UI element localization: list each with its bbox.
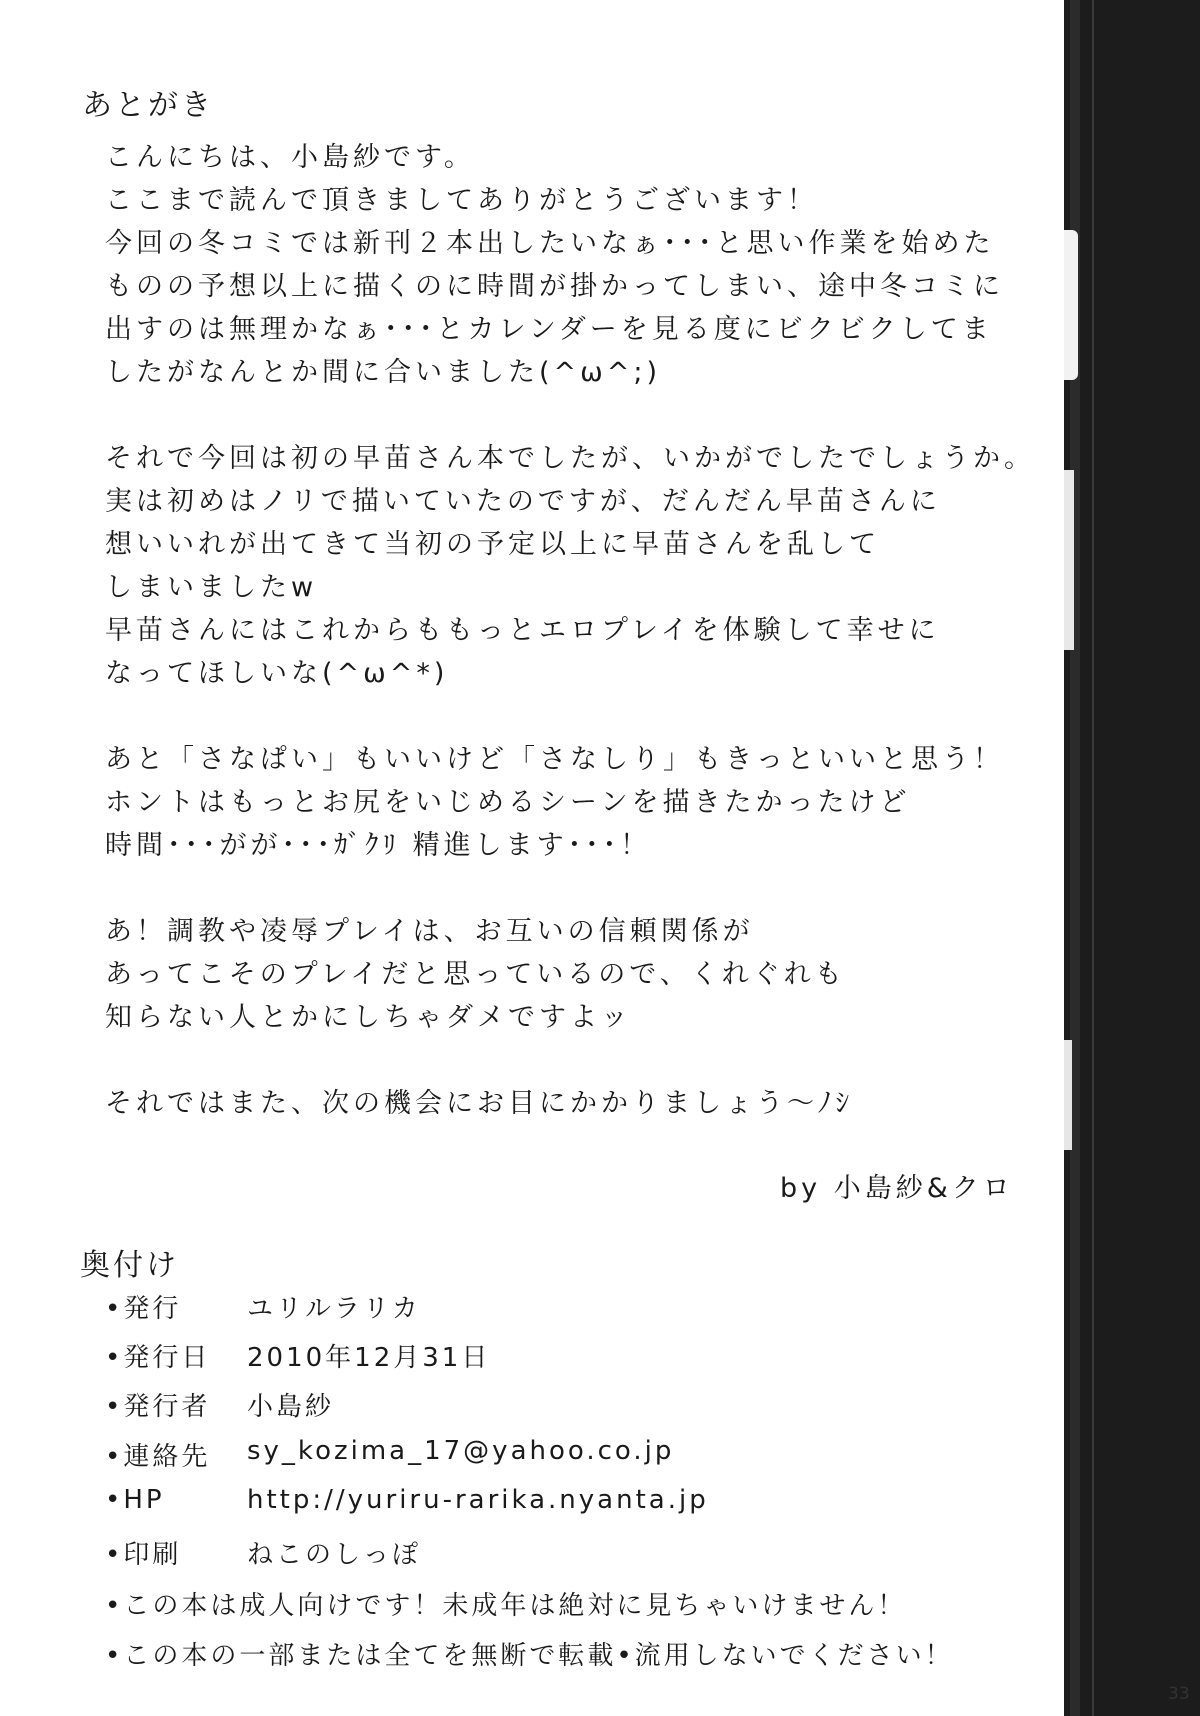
afterword-heading: あとがき — [82, 88, 214, 123]
colophon-label: •連絡先 — [105, 1442, 211, 1472]
afterword-line: 今回の冬コミでは新刊２本出したいなぁ･･･と思い作業を始めた — [105, 228, 995, 259]
afterword-line: しまいましたw — [105, 572, 318, 603]
afterword-line: こんにちは、小島紗です。 — [105, 142, 475, 173]
scan-edge-line — [1092, 0, 1094, 1716]
colophon-label: •発行 — [105, 1294, 182, 1324]
page-number: 33 — [1168, 1684, 1190, 1704]
torn-edge — [1064, 230, 1078, 380]
afterword-line: 出すのは無理かなぁ･･･とカレンダーを見る度にビクビクしてま — [105, 314, 993, 345]
afterword-line: 時間･･･がが･･･ｶﾞｸﾘ 精進します･･･！ — [105, 830, 652, 861]
colophon-value: 2010年12月31日 — [247, 1343, 491, 1373]
torn-edge — [1064, 1040, 1072, 1150]
scan-edge — [1064, 0, 1200, 1716]
afterword-line: あ！調教や凌辱プレイは、お互いの信頼関係が — [105, 916, 754, 947]
colophon-value: ユリルラリカ — [247, 1294, 421, 1324]
afterword-line: あと「さなぱい」もいいけど「さなしり」もきっといいと思う！ — [105, 744, 1004, 775]
colophon-label: •HP — [105, 1485, 165, 1515]
colophon-heading: 奥付け — [80, 1248, 179, 1283]
colophon-note: •この本の一部または全てを無断で転載•流用しないでください！ — [105, 1641, 954, 1671]
colophon-value: ねこのしっぽ — [247, 1540, 422, 1570]
colophon-label: •発行日 — [105, 1343, 211, 1373]
afterword-line: 早苗さんにはこれからももっとエロプレイを体験して幸せに — [105, 615, 940, 646]
afterword-line: 知らない人とかにしちゃダメですよッ — [105, 1002, 632, 1033]
colophon-value: 小島紗 — [247, 1392, 335, 1422]
afterword-line: それで今回は初の早苗さん本でしたが、いかがでしたでしょうか。 — [105, 443, 1035, 474]
colophon-label: •発行者 — [105, 1392, 211, 1422]
colophon-note: •この本は成人向けです！未成年は絶対に見ちゃいけません！ — [105, 1591, 907, 1621]
afterword-line: 想いいれが出てきて当初の予定以上に早苗さんを乱して — [105, 529, 880, 560]
signature: by 小島紗&クロ — [780, 1173, 1014, 1204]
torn-edge — [1064, 470, 1074, 650]
colophon-label: •印刷 — [105, 1540, 182, 1570]
afterword-line: 実は初めはノリで描いていたのですが、だんだん早苗さんに — [105, 486, 941, 517]
colophon-value: http://yuriru-rarika.nyanta.jp — [247, 1485, 709, 1515]
colophon-value: sy_kozima_17@yahoo.co.jp — [247, 1436, 675, 1466]
afterword-line: ホントはもっとお尻をいじめるシーンを描きたかったけど — [105, 787, 911, 818]
afterword-line: ここまで読んで頂きましてありがとうございます！ — [105, 185, 818, 216]
afterword-line: したがなんとか間に合いました(^ω^;) — [105, 357, 662, 388]
afterword-line: それではまた、次の機会にお目にかかりましょう～ﾉｼ — [105, 1088, 853, 1119]
afterword-line: なってほしいな(^ω^*) — [105, 658, 449, 689]
afterword-line: あってこそのプレイだと思っているので、くれぐれも — [105, 959, 846, 990]
afterword-line: ものの予想以上に描くのに時間が掛かってしまい、途中冬コミに — [105, 271, 1004, 302]
